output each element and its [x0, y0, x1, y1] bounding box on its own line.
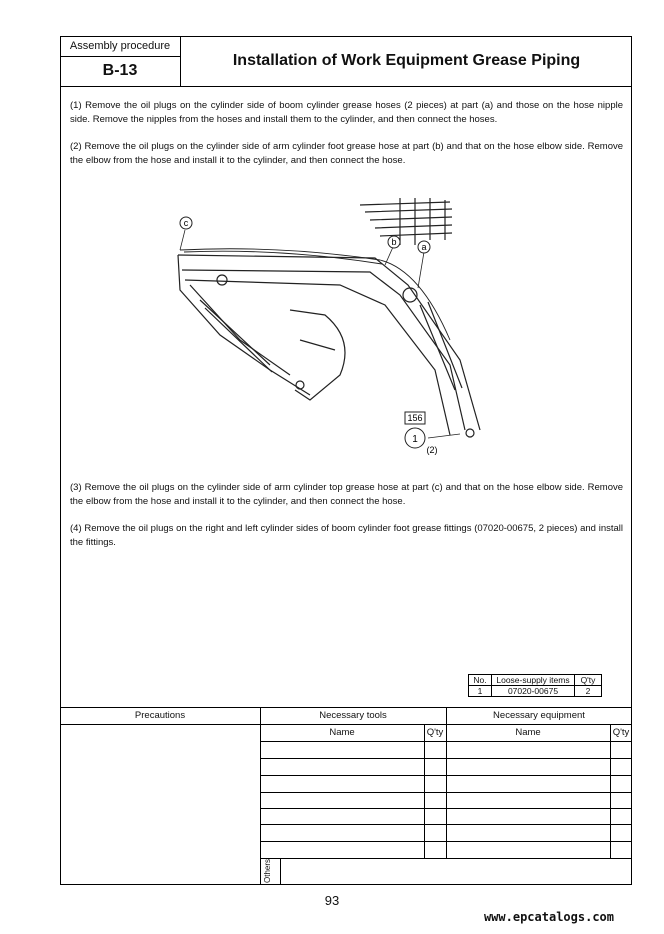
step-number: (2) — [70, 141, 82, 152]
step-2 — [70, 140, 623, 168]
step-1 — [70, 99, 623, 127]
page-number: 93 — [324, 893, 340, 908]
row-rule — [260, 775, 632, 776]
row-rule — [260, 824, 632, 825]
page-title: Installation of Work Equipment Grease Piping — [232, 52, 581, 69]
equipment-qty-divider — [610, 724, 611, 858]
equipment-qty-header: Q'ty — [612, 727, 630, 738]
row-rule — [260, 758, 632, 759]
procedure-code: B-13 — [102, 62, 138, 79]
ref-box-label: 156 — [407, 413, 423, 423]
row-rule — [260, 858, 632, 859]
procedure-box — [60, 36, 181, 86]
row-rule — [260, 808, 632, 809]
step-text: Remove the oil plugs on the cylinder side of boom cylinder grease hoses (2 pieces) at part (a) and those on the hose nipple side. Remove the nipples from the hoses and install them to the cylinder, and then connect the hoses. — [70, 100, 624, 125]
others-divider — [280, 858, 281, 885]
callout-a-label: a — [421, 242, 427, 252]
step-text: Remove the oil plugs on the right and left cylinder sides of boom cylinder foot grease fittings (07020-00675, 2 pieces) and install the fittings. — [70, 523, 623, 548]
watermark-url[interactable]: www.epcatalogs.com — [483, 910, 614, 924]
step-text: Remove the oil plugs on the cylinder side of arm cylinder foot grease hose at part (b) and that on the hose elbow side. Remove the elbow from the hose and install it to the cylinder, and then connect the hose. — [70, 141, 624, 166]
table-cell: 2 — [575, 686, 602, 697]
ref-circle-label: 1 — [412, 434, 418, 445]
row-rule — [260, 792, 632, 793]
grease-piping-illustration — [160, 190, 490, 460]
table-row — [469, 686, 602, 697]
necessary-tools-header: Necessary tools — [319, 710, 387, 721]
tools-qty-header: Q'ty — [426, 727, 444, 738]
column-header: Q'ty — [575, 675, 602, 686]
table-cell: 1 — [469, 686, 492, 697]
step-3 — [70, 481, 623, 509]
step-number: (3) — [70, 482, 82, 493]
step-4 — [70, 522, 623, 550]
callout-b-label: b — [391, 237, 397, 247]
equipment-name-header: Name — [515, 727, 541, 738]
bottom-table-header-rule — [60, 724, 632, 725]
procedure-label: Assembly procedure — [60, 36, 180, 57]
step-number: (4) — [70, 523, 82, 534]
row-rule — [260, 741, 632, 742]
bottom-table-top-rule — [60, 707, 632, 708]
step-text: Remove the oil plugs on the cylinder side of arm cylinder top grease hose at part (c) and that on the hose elbow side. Remove the elbow from the hose and install it to the cylinder, and then connect the hose. — [70, 482, 624, 507]
ref-paren-label: (2) — [426, 445, 438, 455]
column-header: Loose-supply items — [492, 675, 575, 686]
column-header: No. — [469, 675, 492, 686]
loose-supply-table — [468, 674, 602, 697]
callout-c-label: c — [183, 218, 189, 228]
step-number: (1) — [70, 100, 82, 111]
necessary-equipment-header: Necessary equipment — [493, 710, 585, 721]
row-rule — [260, 841, 632, 842]
table-header-row — [469, 675, 602, 686]
header-divider — [60, 86, 632, 87]
tools-qty-divider — [424, 724, 425, 858]
tools-name-header: Name — [329, 727, 355, 738]
precautions-header: Precautions — [134, 710, 186, 721]
table-cell: 07020-00675 — [492, 686, 575, 697]
others-label: Others — [263, 858, 272, 883]
